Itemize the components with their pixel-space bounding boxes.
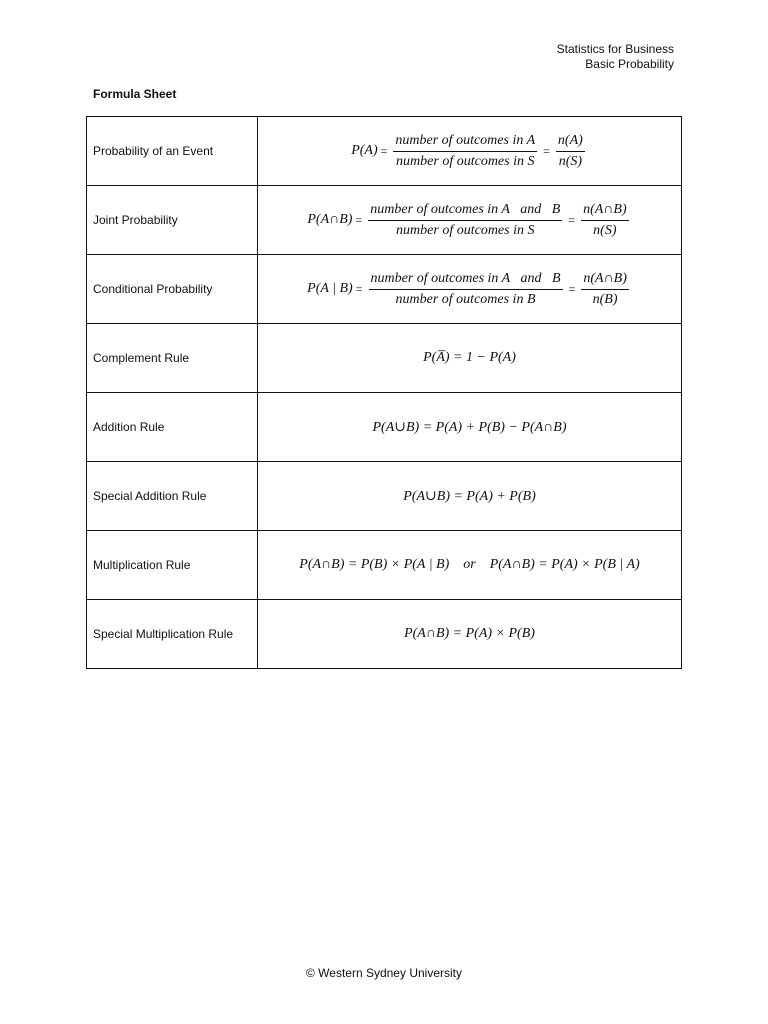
rule-name: Special Multiplication Rule — [87, 600, 258, 669]
equals-sign: = — [568, 212, 576, 227]
equals-sign: = — [355, 281, 363, 296]
rule-name: Complement Rule — [87, 324, 258, 393]
formula: P(A∩B) = P(B) × P(A | B) or P(A∩B) = P(A) × P(B | A) — [299, 557, 640, 572]
fraction — [368, 202, 562, 239]
equals-sign: = — [543, 143, 550, 158]
formula-cell — [258, 462, 682, 531]
equals-sign: = — [568, 281, 576, 296]
formula — [307, 271, 632, 308]
table-row — [87, 393, 682, 462]
formula: P(A̅) = 1 − P(A) — [423, 350, 516, 365]
rule-name: Probability of an Event — [87, 117, 258, 186]
fraction — [393, 133, 537, 170]
fraction-numerator: n(A∩B) — [581, 202, 629, 221]
fraction-numerator: n(A∩B) — [581, 271, 629, 290]
formula-cell — [258, 531, 682, 600]
rule-name: Multiplication Rule — [87, 531, 258, 600]
formula: P(A∪B) = P(A) + P(B) − P(A∩B) — [372, 419, 567, 435]
course-title: Statistics for Business — [556, 42, 674, 56]
copyright-footer: © Western Sydney University — [305, 966, 462, 980]
formula: P(A∩B) = P(A) × P(B) — [404, 626, 535, 641]
table-row — [87, 117, 682, 186]
equals-sign: = — [380, 143, 388, 158]
fraction — [581, 271, 629, 308]
formula-cell — [258, 600, 682, 669]
formula-cell — [258, 255, 682, 324]
rule-name: Special Addition Rule — [87, 462, 258, 531]
formula-cell — [258, 186, 682, 255]
rule-name: Addition Rule — [87, 393, 258, 462]
fraction-numerator: n(A) — [556, 133, 585, 152]
formula — [307, 202, 631, 239]
equals-sign: = — [355, 212, 363, 227]
fraction-denominator: number of outcomes in S — [396, 153, 535, 169]
fraction-denominator: number of outcomes in B — [395, 291, 536, 307]
fraction — [369, 271, 563, 308]
rule-name: Joint Probability — [87, 186, 258, 255]
formula-cell — [258, 117, 682, 186]
table-row — [87, 600, 682, 669]
sheet-title: Formula Sheet — [93, 87, 177, 101]
formula-cell — [258, 324, 682, 393]
formula-cell — [258, 393, 682, 462]
fraction-numerator: number of outcomes in A — [393, 133, 537, 152]
fraction-denominator: n(S) — [558, 153, 583, 169]
formula-lhs: P(A) — [351, 143, 378, 158]
fraction-numerator: number of outcomes in A and B — [368, 202, 562, 221]
formula: P(A∪B) = P(A) + P(B) — [403, 488, 536, 504]
table-row — [87, 255, 682, 324]
fraction-denominator: n(S) — [593, 222, 617, 238]
table-row — [87, 531, 682, 600]
table-row — [87, 462, 682, 531]
formula — [351, 133, 588, 170]
fraction — [581, 202, 629, 239]
fraction-denominator: number of outcomes in S — [396, 222, 535, 238]
formula-lhs: P(A∩B) — [307, 212, 353, 227]
formula-lhs: P(A | B) — [307, 281, 353, 296]
document-header — [557, 42, 674, 72]
table-row — [87, 186, 682, 255]
rule-name: Conditional Probability — [87, 255, 258, 324]
fraction — [556, 133, 585, 170]
formula-table — [86, 116, 682, 669]
fraction-numerator: number of outcomes in A and B — [369, 271, 563, 290]
topic-title: Basic Probability — [585, 57, 674, 71]
table-row — [87, 324, 682, 393]
fraction-denominator: n(B) — [592, 291, 618, 307]
